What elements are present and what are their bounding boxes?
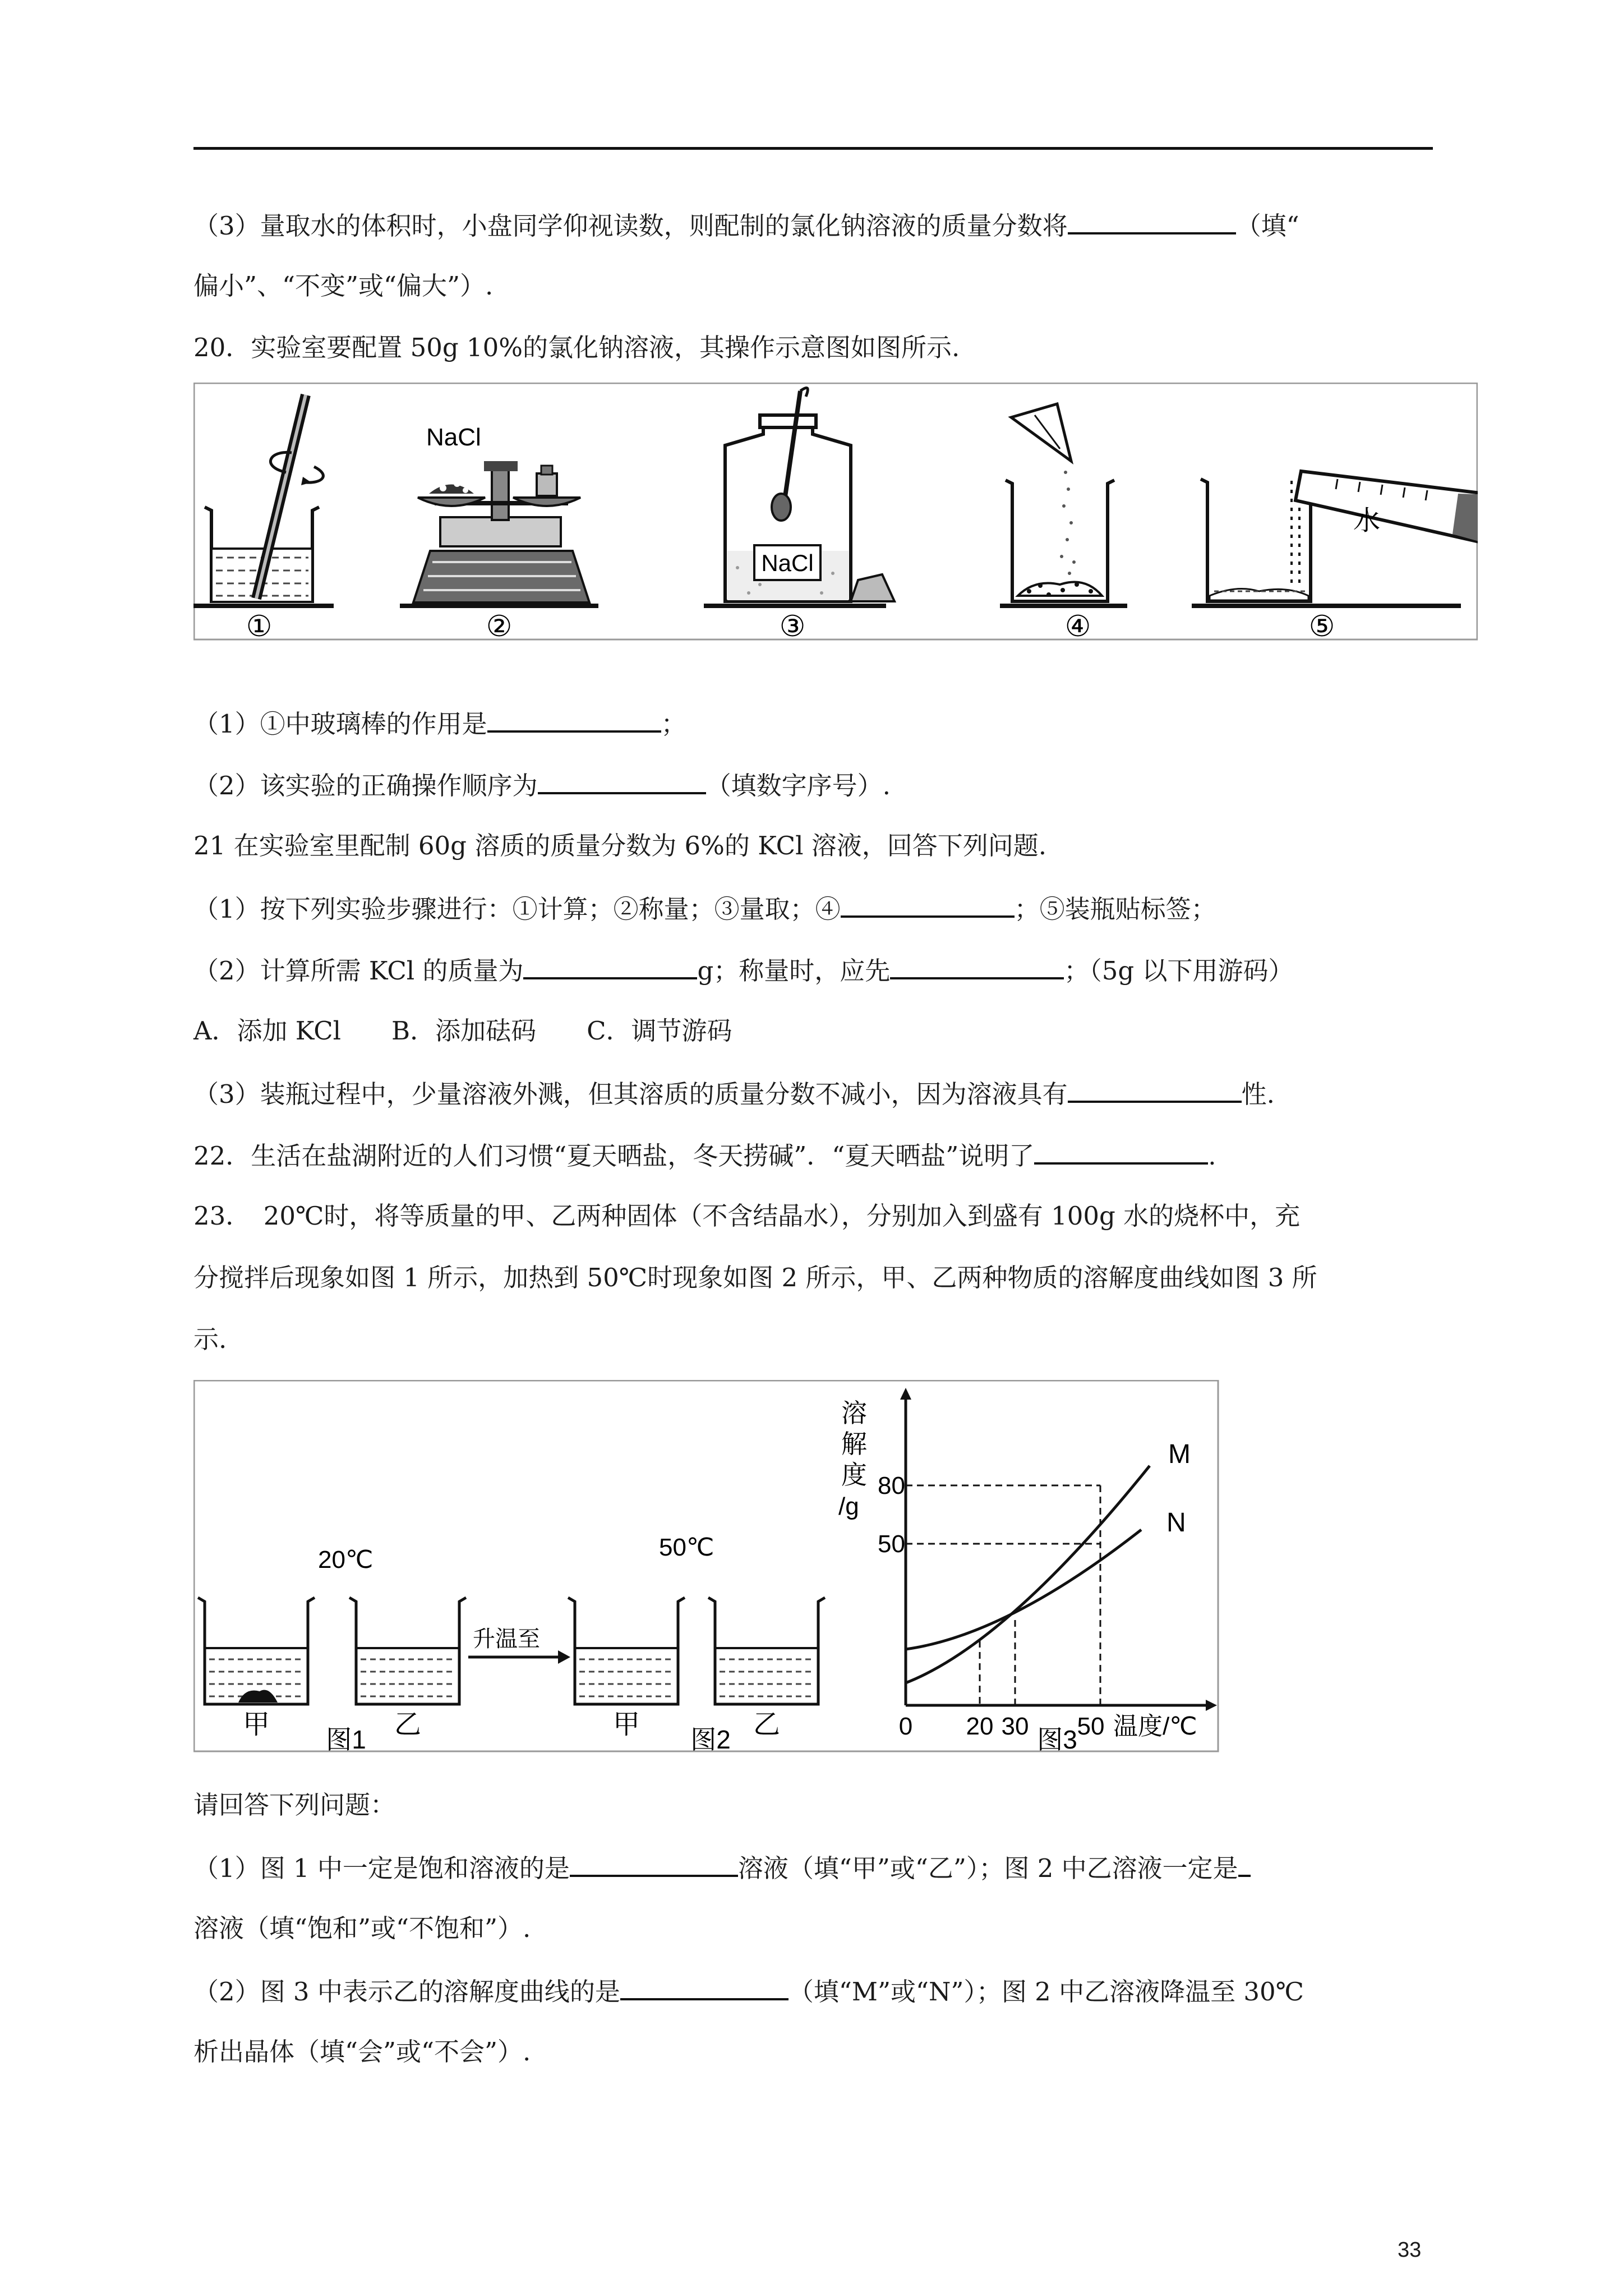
- beaker-jia-50c: [568, 1598, 685, 1704]
- beaker-jia-20c: [198, 1598, 315, 1704]
- beaker-pouring-solid-diagram: [1000, 404, 1127, 606]
- jia-label-2: 甲: [612, 1710, 640, 1740]
- step-label-2: ②: [486, 610, 513, 643]
- q23-2-line-cont: 析出晶体（填“会”或“不会”）.: [193, 2037, 531, 2067]
- answer-blank[interactable]: [570, 1850, 738, 1877]
- q21-stem: 21 在实验室里配制 60g 溶质的质量分数为 6%的 KCl 溶液，回答下列问题.: [193, 831, 1047, 861]
- figure-solution-preparation: [193, 383, 1478, 657]
- beaker-yi-50c: [708, 1598, 825, 1704]
- q23-stem-line2: 分搅拌后现象如图 1 所示，加热到 50℃时现象如图 2 所示，甲、乙两种物质的溶解度曲线如图 3 所: [193, 1263, 1317, 1292]
- nacl-label: NaCl: [426, 424, 481, 451]
- answer-blank[interactable]: [1034, 1138, 1208, 1165]
- ylabel-2: 解: [841, 1429, 867, 1458]
- q23-1-line-cont: 溶液（填“饱和”或“不饱和”）.: [193, 1913, 531, 1943]
- fig2-caption: 图2: [690, 1725, 731, 1753]
- answer-blank[interactable]: [1068, 1076, 1242, 1103]
- header-rule: [193, 147, 1433, 150]
- x-axis-label: 温度/℃: [1113, 1713, 1197, 1740]
- water-label: 水: [1353, 506, 1381, 536]
- q22-line: 22．生活在盐湖附近的人们习惯“夏天晒盐，冬天捞碱”．“夏天晒盐”说明了 .: [193, 1138, 1216, 1173]
- fig3-caption: 图3: [1037, 1725, 1077, 1753]
- answer-blank[interactable]: [1238, 1850, 1251, 1877]
- yi-label-2: 乙: [753, 1710, 781, 1740]
- beaker-yi-20c: [349, 1598, 466, 1704]
- answer-blank[interactable]: [487, 706, 661, 733]
- reagent-jar-diagram: [704, 388, 895, 606]
- q23-intro: 请回答下列问题：: [193, 1790, 396, 1820]
- figure-solubility: [193, 1380, 1220, 1753]
- q23-stem-line1: 23． 20℃时，将等质量的甲、乙两种固体（不含结晶水），分别加入到盛有 100g 水的烧杯中，充: [193, 1201, 1301, 1231]
- fig1-caption: 图1: [326, 1725, 366, 1753]
- q21-options: A．添加 KCl B．添加砝码 C．调节游码: [193, 1016, 732, 1046]
- curve-n-label: N: [1166, 1508, 1186, 1538]
- solubility-chart: [838, 1388, 1217, 1740]
- answer-blank[interactable]: [1068, 208, 1236, 234]
- q21-3-line: （3）装瓶过程中，少量溶液外溅，但其溶质的质量分数不减小，因为溶液具有 性.: [193, 1076, 1275, 1111]
- q23-stem-line3: 示.: [193, 1324, 227, 1354]
- step-label-3: ③: [779, 610, 806, 643]
- page-number: 33: [1398, 2238, 1422, 2262]
- temp-20-label: 20℃: [318, 1546, 374, 1573]
- q20-2-line: （2）该实验的正确操作顺序为 （填数字序号）.: [193, 767, 891, 803]
- curve-m-label: M: [1168, 1439, 1191, 1469]
- nacl-jar-label: NaCl: [761, 550, 814, 576]
- step-label-1: ①: [246, 610, 273, 643]
- ylabel-1: 溶: [841, 1398, 867, 1428]
- x-tick-20: 20: [966, 1713, 994, 1740]
- balance-diagram: [400, 424, 598, 606]
- q19-3-line: （3）量取水的体积时，小盘同学仰视读数，则配制的氯化钠溶液的质量分数将 （填“: [193, 208, 1299, 243]
- q21-2-line: （2）计算所需 KCl 的质量为 g；称量时，应先 ；（5g 以下用游码）: [193, 953, 1294, 988]
- answer-blank[interactable]: [841, 891, 1015, 918]
- curve-n: [906, 1530, 1141, 1649]
- answer-blank[interactable]: [538, 767, 706, 794]
- q20-1-line: （1）①中玻璃棒的作用是 ；: [193, 706, 686, 741]
- ylabel-3: 度: [841, 1460, 867, 1489]
- curve-m: [906, 1466, 1150, 1683]
- answer-blank[interactable]: [620, 1973, 789, 2000]
- step-label-4: ④: [1064, 610, 1091, 643]
- beaker-pouring-water-diagram: [1192, 471, 1478, 606]
- q21-1-line: （1）按下列实验步骤进行：①计算；②称量；③量取；④ ；⑤装瓶贴标签；: [193, 891, 1216, 926]
- q19-3-line-cont: 偏小”、“不变”或“偏大”）.: [193, 271, 494, 301]
- y-tick-50: 50: [878, 1530, 905, 1558]
- yi-label-1: 乙: [394, 1710, 422, 1740]
- ylabel-4: /g: [838, 1493, 859, 1520]
- jia-label-1: 甲: [242, 1710, 270, 1740]
- x-tick-50: 50: [1077, 1713, 1105, 1740]
- y-tick-80: 80: [878, 1472, 905, 1499]
- q20-stem: 20．实验室要配置 50g 10%的氯化钠溶液，其操作示意图如图所示.: [193, 333, 960, 362]
- q23-1-line: （1）图 1 中一定是饱和溶液的是 溶液（填“甲”或“乙”）；图 2 中乙溶液一定是: [193, 1850, 1251, 1885]
- step-label-5: ⑤: [1308, 610, 1335, 643]
- beaker-stirring-diagram: [193, 395, 334, 606]
- heat-to-label: 升温至: [473, 1627, 540, 1651]
- x-tick-0: 0: [898, 1713, 913, 1740]
- x-tick-30: 30: [1001, 1713, 1029, 1740]
- answer-blank[interactable]: [890, 953, 1064, 979]
- temp-50-label: 50℃: [659, 1534, 714, 1561]
- q23-2-line: （2）图 3 中表示乙的溶解度曲线的是 （填“M”或“N”）；图 2 中乙溶液降温至 30℃: [193, 1973, 1304, 2009]
- answer-blank[interactable]: [523, 953, 697, 979]
